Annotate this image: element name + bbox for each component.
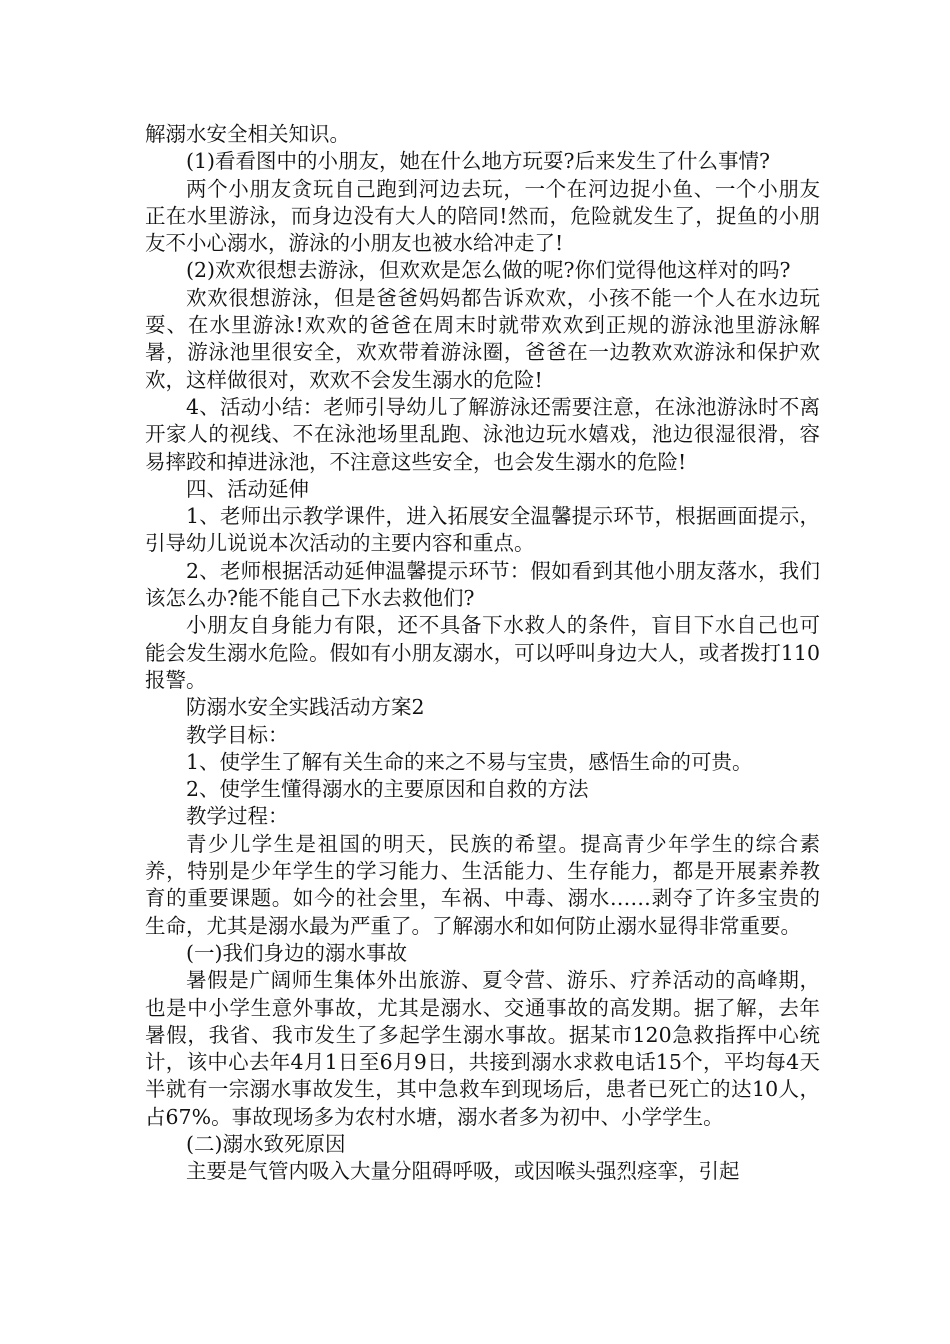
document-page — [145, 121, 820, 1186]
paragraph-20: 主要是气管内吸入大量分阻碍呼吸，或因喉头强烈痉挛，引起 — [186, 1159, 740, 1184]
paragraph-14: 2、使学生懂得溺水的主要原因和自救的方法 — [186, 777, 589, 802]
section-heading-drowning-causes: (二)溺水致死原因 — [186, 1131, 346, 1156]
paragraph-8: 1、老师出示教学课件，进入拓展安全温馨提示环节，根据画面提示，引导幼儿说说本次活动的主要内容和重点。 — [145, 504, 820, 556]
plan-title-2: 防溺水安全实践活动方案2 — [186, 695, 425, 720]
paragraph-18: 暑假是广阔师生集体外出旅游、夏令营、游乐、疗养活动的高峰期，也是中小学生意外事故，尤其是溺水、交通事故的高发期。据了解，去年暑假，我省、我市发生了多起学生溺水事故。据某市120急救指挥中心统计，该中心去年4月1日至6月9日，共接到溺水求救电话15个，平均每4天半就有一宗溺水事故发生，其中急救车到现场后，患者已死亡的达10人，占67%。事故现场多为农村水塘，溺水者多为初中、小学学生。 — [145, 968, 820, 1129]
paragraph-13: 1、使学生了解有关生命的来之不易与宝贵，感悟生命的可贵。 — [186, 749, 753, 774]
paragraph-9: 2、老师根据活动延伸温馨提示环节：假如看到其他小朋友落水，我们该怎么办?能不能自己下水去救他们? — [145, 558, 820, 611]
section-heading-activity-extension: 四、活动延伸 — [186, 476, 309, 501]
paragraph-4: (2)欢欢很想去游泳，但欢欢是怎么做的呢?你们觉得他这样对的吗? — [186, 258, 791, 283]
paragraph-5: 欢欢很想游泳，但是爸爸妈妈都告诉欢欢，小孩不能一个人在水边玩耍、在水里游泳!欢欢的爸爸在周末时就带欢欢到正规的游泳池里游泳解暑，游泳池里很安全，欢欢带着游泳圈，爸爸在一边教欢欢游泳和保护欢欢，这样做很对，欢欢不会发生溺水的危险! — [145, 285, 820, 392]
paragraph-16: 青少儿学生是祖国的明天，民族的希望。提高青少年学生的综合素养，特别是少年学生的学习能力、生活能力、生存能力，都是开展素养教育的重要课题。如今的社会里，车祸、中毒、溺水……剥夺了许多宝贵的生命，尤其是溺水最为严重了。了解溺水和如何防止溺水显得非常重要。 — [145, 831, 820, 938]
section-heading-teaching-goals: 教学目标： — [186, 722, 289, 747]
section-heading-drowning-accidents: (一)我们身边的溺水事故 — [186, 940, 407, 965]
paragraph-6: 4、活动小结：老师引导幼儿了解游泳还需要注意，在泳池游泳时不离开家人的视线、不在泳池场里乱跑、泳池边玩水嬉戏，池边很湿很滑，容易摔跤和掉进泳池，不注意这些安全，也会发生溺水的危险! — [145, 394, 820, 474]
paragraph-1: 解溺水安全相关知识。 — [145, 122, 350, 146]
paragraph-2: (1)看看图中的小朋友，她在什么地方玩耍?后来发生了什么事情? — [186, 149, 771, 174]
section-heading-teaching-process: 教学过程： — [186, 804, 289, 829]
paragraph-3: 两个小朋友贪玩自己跑到河边去玩，一个在河边捉小鱼、一个小朋友正在水里游泳，而身边没有大人的陪同!然而，危险就发生了，捉鱼的小朋友不小心溺水，游泳的小朋友也被水给冲走了! — [145, 176, 820, 256]
paragraph-10: 小朋友自身能力有限，还不具备下水救人的条件，盲目下水自己也可能会发生溺水危险。假如有小朋友溺水，可以呼叫身边大人，或者拨打110报警。 — [145, 613, 820, 692]
